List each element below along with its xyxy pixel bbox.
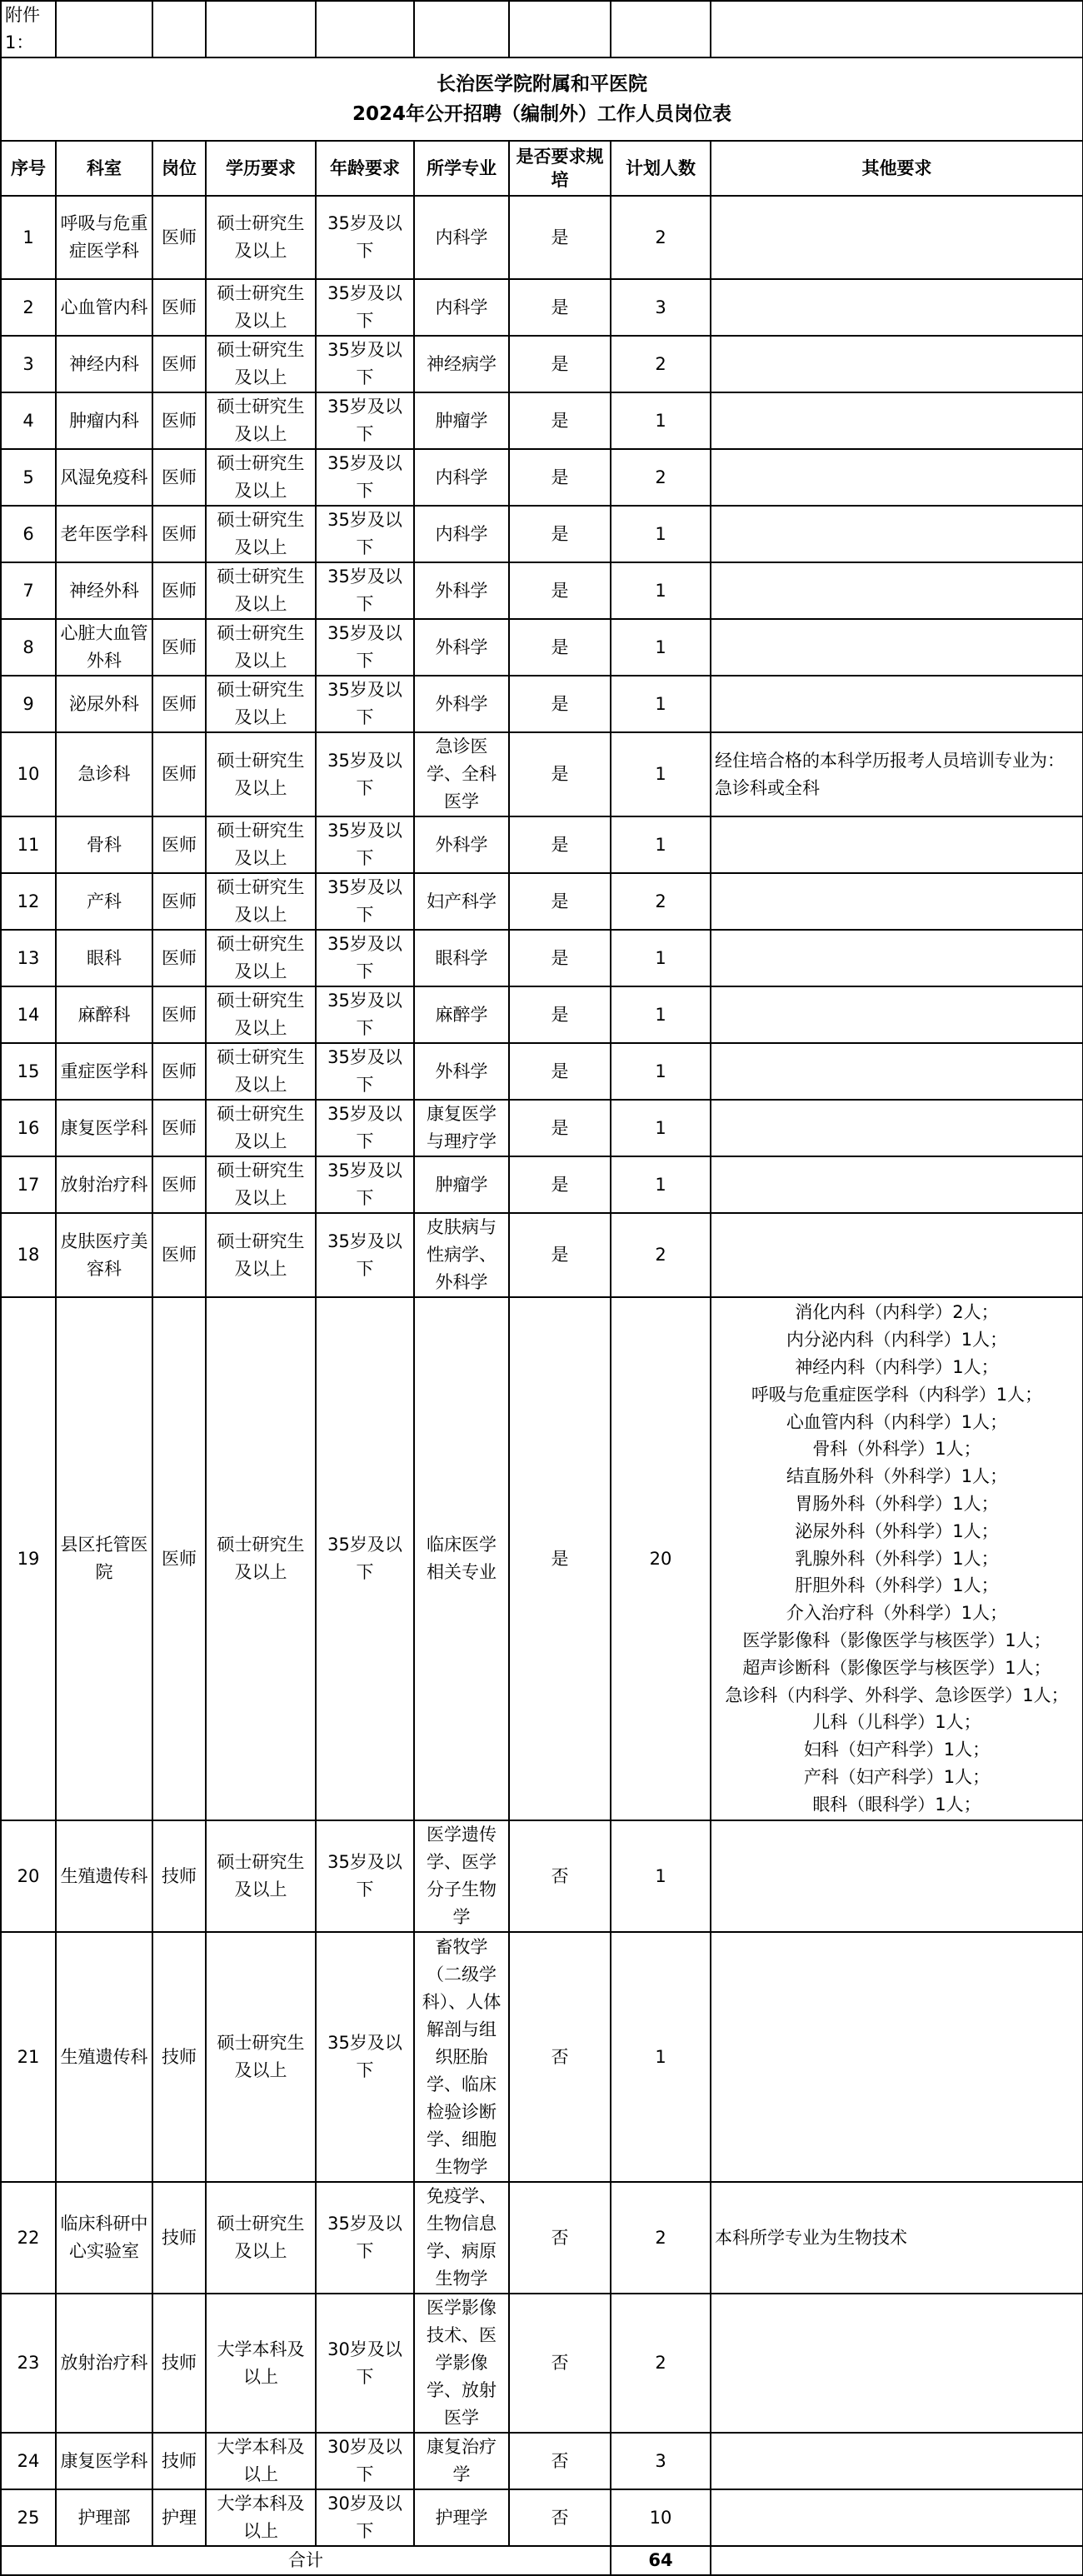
cell-age: 35岁及以下 bbox=[316, 619, 414, 676]
cell-count: 1 bbox=[611, 392, 711, 449]
cell-dept: 护理部 bbox=[56, 2489, 152, 2546]
table-row bbox=[1, 1213, 1083, 1297]
cell-count: 1 bbox=[611, 732, 711, 816]
cell-count: 10 bbox=[611, 2489, 711, 2546]
note-line: 介入治疗科（外科学）1人； bbox=[786, 1603, 1008, 1624]
table-row bbox=[1, 1932, 1083, 2182]
cell-train: 是 bbox=[509, 873, 611, 930]
cell-dept: 心血管内科 bbox=[56, 279, 152, 336]
cell-edu: 硕士研究生及以上 bbox=[206, 392, 316, 449]
cell-count: 20 bbox=[611, 1297, 711, 1820]
cell-edu: 硕士研究生及以上 bbox=[206, 873, 316, 930]
cell-post: 医师 bbox=[152, 619, 206, 676]
cell-count: 1 bbox=[611, 1820, 711, 1932]
cell-age: 35岁及以下 bbox=[316, 816, 414, 873]
cell-train: 是 bbox=[509, 506, 611, 562]
cell-other bbox=[711, 392, 1083, 449]
note-line: 儿科（儿科学）1人； bbox=[812, 1712, 981, 1733]
note-line: 妇科（妇产科学）1人； bbox=[803, 1740, 991, 1760]
note-line: 肝胆外科（外科学）1人； bbox=[795, 1575, 999, 1596]
cell-count: 1 bbox=[611, 816, 711, 873]
cell-edu: 硕士研究生及以上 bbox=[206, 1043, 316, 1100]
empty-cell bbox=[611, 1, 711, 57]
cell-edu: 硕士研究生及以上 bbox=[206, 1820, 316, 1932]
cell-other bbox=[711, 1100, 1083, 1156]
cell-age: 35岁及以下 bbox=[316, 1820, 414, 1932]
cell-edu: 硕士研究生及以上 bbox=[206, 506, 316, 562]
cell-major: 外科学 bbox=[414, 1043, 509, 1100]
cell-major: 临床医学相关专业 bbox=[414, 1297, 509, 1820]
cell-count: 1 bbox=[611, 986, 711, 1043]
cell-dept: 呼吸与危重症医学科 bbox=[56, 196, 152, 279]
table-row bbox=[1, 279, 1083, 336]
cell-edu: 硕士研究生及以上 bbox=[206, 816, 316, 873]
cell-other bbox=[711, 2433, 1083, 2489]
table-row bbox=[1, 1297, 1083, 1820]
cell-no: 10 bbox=[1, 732, 56, 816]
cell-train: 是 bbox=[509, 986, 611, 1043]
note-line: 结直肠外科（外科学）1人； bbox=[786, 1466, 1008, 1487]
cell-dept: 生殖遗传科 bbox=[56, 1932, 152, 2182]
table-row bbox=[1, 816, 1083, 873]
cell-dept: 心脏大血管外科 bbox=[56, 619, 152, 676]
cell-age: 30岁及以下 bbox=[316, 2489, 414, 2546]
cell-count: 1 bbox=[611, 1100, 711, 1156]
cell-dept: 眼科 bbox=[56, 930, 152, 986]
cell-dept: 麻醉科 bbox=[56, 986, 152, 1043]
cell-age: 35岁及以下 bbox=[316, 1156, 414, 1213]
total-count: 64 bbox=[611, 2546, 711, 2575]
cell-other bbox=[711, 1156, 1083, 1213]
table-row bbox=[1, 873, 1083, 930]
cell-edu: 硕士研究生及以上 bbox=[206, 1213, 316, 1297]
cell-major: 外科学 bbox=[414, 816, 509, 873]
cell-train: 是 bbox=[509, 619, 611, 676]
cell-dept: 泌尿外科 bbox=[56, 676, 152, 732]
cell-post: 医师 bbox=[152, 449, 206, 506]
cell-dept: 生殖遗传科 bbox=[56, 1820, 152, 1932]
cell-dept: 皮肤医疗美容科 bbox=[56, 1213, 152, 1297]
cell-major: 麻醉学 bbox=[414, 986, 509, 1043]
cell-age: 35岁及以下 bbox=[316, 1213, 414, 1297]
cell-major: 护理学 bbox=[414, 2489, 509, 2546]
header-other: 其他要求 bbox=[711, 141, 1083, 196]
cell-other bbox=[711, 506, 1083, 562]
table-row bbox=[1, 506, 1083, 562]
cell-age: 35岁及以下 bbox=[316, 732, 414, 816]
cell-major: 肿瘤学 bbox=[414, 1156, 509, 1213]
cell-edu: 硕士研究生及以上 bbox=[206, 676, 316, 732]
title-line-1: 长治医学院附属和平医院 bbox=[437, 73, 647, 95]
cell-post: 医师 bbox=[152, 1297, 206, 1820]
cell-no: 13 bbox=[1, 930, 56, 986]
empty-cell bbox=[56, 1, 152, 57]
cell-age: 30岁及以下 bbox=[316, 2433, 414, 2489]
cell-age: 35岁及以下 bbox=[316, 196, 414, 279]
note-line: 呼吸与危重症医学科（内科学）1人； bbox=[751, 1384, 1043, 1405]
cell-age: 30岁及以下 bbox=[316, 2294, 414, 2433]
cell-train: 是 bbox=[509, 1297, 611, 1820]
cell-count: 2 bbox=[611, 873, 711, 930]
cell-other bbox=[711, 336, 1083, 392]
cell-other bbox=[711, 1043, 1083, 1100]
cell-dept: 重症医学科 bbox=[56, 1043, 152, 1100]
cell-count: 2 bbox=[611, 2182, 711, 2294]
table-row bbox=[1, 1156, 1083, 1213]
cell-no: 6 bbox=[1, 506, 56, 562]
cell-age: 35岁及以下 bbox=[316, 279, 414, 336]
empty-cell bbox=[711, 1, 1083, 57]
cell-post: 医师 bbox=[152, 816, 206, 873]
cell-edu: 硕士研究生及以上 bbox=[206, 930, 316, 986]
cell-other bbox=[711, 1213, 1083, 1297]
header-age: 年龄要求 bbox=[316, 141, 414, 196]
cell-train: 否 bbox=[509, 2294, 611, 2433]
cell-no: 21 bbox=[1, 1932, 56, 2182]
cell-post: 医师 bbox=[152, 676, 206, 732]
cell-count: 1 bbox=[611, 506, 711, 562]
cell-other bbox=[711, 279, 1083, 336]
cell-other bbox=[711, 986, 1083, 1043]
cell-major: 肿瘤学 bbox=[414, 392, 509, 449]
cell-post: 医师 bbox=[152, 279, 206, 336]
cell-train: 是 bbox=[509, 676, 611, 732]
cell-train: 是 bbox=[509, 1213, 611, 1297]
table-row bbox=[1, 2294, 1083, 2433]
cell-dept: 康复医学科 bbox=[56, 1100, 152, 1156]
cell-train: 是 bbox=[509, 196, 611, 279]
cell-major: 外科学 bbox=[414, 676, 509, 732]
cell-post: 技师 bbox=[152, 2294, 206, 2433]
cell-major: 康复治疗学 bbox=[414, 2433, 509, 2489]
cell-train: 是 bbox=[509, 279, 611, 336]
cell-other bbox=[711, 930, 1083, 986]
cell-no: 23 bbox=[1, 2294, 56, 2433]
cell-train: 否 bbox=[509, 1820, 611, 1932]
table-row bbox=[1, 930, 1083, 986]
cell-dept: 神经外科 bbox=[56, 562, 152, 619]
cell-major: 内科学 bbox=[414, 506, 509, 562]
annex-label: 附件1： bbox=[1, 1, 56, 57]
cell-count: 2 bbox=[611, 1213, 711, 1297]
cell-edu: 硕士研究生及以上 bbox=[206, 336, 316, 392]
note-line: 胃肠外科（外科学）1人； bbox=[795, 1494, 999, 1514]
empty-cell bbox=[414, 1, 509, 57]
cell-count: 3 bbox=[611, 279, 711, 336]
note-line: 产科（妇产科学）1人； bbox=[803, 1766, 991, 1787]
cell-other bbox=[711, 1820, 1083, 1932]
cell-no: 7 bbox=[1, 562, 56, 619]
cell-post: 医师 bbox=[152, 506, 206, 562]
cell-count: 1 bbox=[611, 930, 711, 986]
cell-post: 医师 bbox=[152, 873, 206, 930]
cell-post: 医师 bbox=[152, 1043, 206, 1100]
table-row bbox=[1, 1820, 1083, 1932]
cell-other bbox=[711, 1297, 1083, 1820]
note-line: 骨科（外科学）1人； bbox=[812, 1439, 981, 1460]
cell-count: 2 bbox=[611, 449, 711, 506]
cell-train: 否 bbox=[509, 2489, 611, 2546]
cell-count: 1 bbox=[611, 1043, 711, 1100]
cell-major: 皮肤病与性病学、外科学 bbox=[414, 1213, 509, 1297]
cell-post: 医师 bbox=[152, 986, 206, 1043]
cell-count: 1 bbox=[611, 1156, 711, 1213]
cell-major: 医学遗传学、医学分子生物学 bbox=[414, 1820, 509, 1932]
cell-major: 内科学 bbox=[414, 196, 509, 279]
table-row bbox=[1, 336, 1083, 392]
cell-no: 16 bbox=[1, 1100, 56, 1156]
cell-edu: 大学本科及以上 bbox=[206, 2433, 316, 2489]
cell-no: 20 bbox=[1, 1820, 56, 1932]
cell-other bbox=[711, 816, 1083, 873]
table-row bbox=[1, 562, 1083, 619]
cell-age: 35岁及以下 bbox=[316, 1043, 414, 1100]
cell-count: 3 bbox=[611, 2433, 711, 2489]
cell-edu: 硕士研究生及以上 bbox=[206, 1100, 316, 1156]
cell-other: 本科所学专业为生物技术 bbox=[711, 2182, 1083, 2294]
cell-no: 12 bbox=[1, 873, 56, 930]
cell-train: 是 bbox=[509, 392, 611, 449]
annex-row bbox=[1, 1, 1083, 57]
cell-major: 神经病学 bbox=[414, 336, 509, 392]
cell-no: 17 bbox=[1, 1156, 56, 1213]
cell-age: 35岁及以下 bbox=[316, 392, 414, 449]
cell-train: 是 bbox=[509, 562, 611, 619]
cell-major: 内科学 bbox=[414, 449, 509, 506]
total-label: 合计 bbox=[1, 2546, 611, 2575]
cell-train: 是 bbox=[509, 336, 611, 392]
cell-post: 技师 bbox=[152, 2182, 206, 2294]
cell-edu: 硕士研究生及以上 bbox=[206, 986, 316, 1043]
cell-no: 4 bbox=[1, 392, 56, 449]
cell-other bbox=[711, 2294, 1083, 2433]
cell-train: 是 bbox=[509, 1043, 611, 1100]
cell-age: 35岁及以下 bbox=[316, 1297, 414, 1820]
header-no: 序号 bbox=[1, 141, 56, 196]
cell-post: 护理 bbox=[152, 2489, 206, 2546]
cell-edu: 硕士研究生及以上 bbox=[206, 1156, 316, 1213]
table-row bbox=[1, 2489, 1083, 2546]
note-line: 消化内科（内科学）2人； bbox=[795, 1302, 999, 1323]
cell-dept: 急诊科 bbox=[56, 732, 152, 816]
table-row bbox=[1, 2433, 1083, 2489]
table-row bbox=[1, 2182, 1083, 2294]
cell-dept: 康复医学科 bbox=[56, 2433, 152, 2489]
cell-other bbox=[711, 2489, 1083, 2546]
cell-count: 2 bbox=[611, 2294, 711, 2433]
table-row bbox=[1, 392, 1083, 449]
cell-no: 8 bbox=[1, 619, 56, 676]
table-row bbox=[1, 619, 1083, 676]
cell-train: 否 bbox=[509, 2182, 611, 2294]
cell-edu: 硕士研究生及以上 bbox=[206, 196, 316, 279]
cell-dept: 放射治疗科 bbox=[56, 2294, 152, 2433]
cell-post: 医师 bbox=[152, 930, 206, 986]
cell-age: 35岁及以下 bbox=[316, 930, 414, 986]
cell-no: 22 bbox=[1, 2182, 56, 2294]
cell-count: 1 bbox=[611, 676, 711, 732]
cell-edu: 硕士研究生及以上 bbox=[206, 1297, 316, 1820]
cell-no: 14 bbox=[1, 986, 56, 1043]
cell-no: 5 bbox=[1, 449, 56, 506]
cell-post: 医师 bbox=[152, 336, 206, 392]
table-row bbox=[1, 196, 1083, 279]
header-train: 是否要求规培 bbox=[509, 141, 611, 196]
cell-age: 35岁及以下 bbox=[316, 676, 414, 732]
note-line: 医学影像科（影像医学与核医学）1人； bbox=[742, 1630, 1051, 1650]
cell-post: 技师 bbox=[152, 1932, 206, 2182]
cell-other bbox=[711, 676, 1083, 732]
empty-cell bbox=[316, 1, 414, 57]
cell-count: 2 bbox=[611, 336, 711, 392]
cell-major: 外科学 bbox=[414, 619, 509, 676]
note-line: 心血管内科（内科学）1人； bbox=[786, 1411, 1008, 1432]
cell-train: 否 bbox=[509, 1932, 611, 2182]
table-row bbox=[1, 449, 1083, 506]
total-row bbox=[1, 2546, 1083, 2575]
header-edu: 学历要求 bbox=[206, 141, 316, 196]
cell-edu: 大学本科及以上 bbox=[206, 2489, 316, 2546]
cell-other bbox=[711, 1932, 1083, 2182]
cell-dept: 骨科 bbox=[56, 816, 152, 873]
header-major: 所学专业 bbox=[414, 141, 509, 196]
cell-dept: 肿瘤内科 bbox=[56, 392, 152, 449]
cell-dept: 产科 bbox=[56, 873, 152, 930]
table-row bbox=[1, 1043, 1083, 1100]
cell-post: 医师 bbox=[152, 1213, 206, 1297]
header-dept: 科室 bbox=[56, 141, 152, 196]
header-count: 计划人数 bbox=[611, 141, 711, 196]
cell-major: 急诊医学、全科医学 bbox=[414, 732, 509, 816]
cell-major: 内科学 bbox=[414, 279, 509, 336]
title-row bbox=[1, 57, 1083, 141]
table-row bbox=[1, 732, 1083, 816]
cell-no: 24 bbox=[1, 2433, 56, 2489]
cell-dept: 县区托管医院 bbox=[56, 1297, 152, 1820]
cell-dept: 放射治疗科 bbox=[56, 1156, 152, 1213]
note-line: 乳腺外科（外科学）1人； bbox=[795, 1548, 999, 1569]
cell-no: 19 bbox=[1, 1297, 56, 1820]
cell-post: 医师 bbox=[152, 1100, 206, 1156]
note-line: 神经内科（内科学）1人； bbox=[795, 1357, 999, 1378]
cell-dept: 老年医学科 bbox=[56, 506, 152, 562]
cell-edu: 硕士研究生及以上 bbox=[206, 1932, 316, 2182]
cell-other bbox=[711, 449, 1083, 506]
title-line-2: 2024年公开招聘（编制外）工作人员岗位表 bbox=[352, 103, 731, 125]
cell-age: 35岁及以下 bbox=[316, 562, 414, 619]
cell-age: 35岁及以下 bbox=[316, 873, 414, 930]
cell-age: 35岁及以下 bbox=[316, 1932, 414, 2182]
cell-age: 35岁及以下 bbox=[316, 1100, 414, 1156]
cell-other bbox=[711, 619, 1083, 676]
note-line: 急诊科（内科学、外科学、急诊医学）1人； bbox=[725, 1685, 1069, 1705]
cell-train: 是 bbox=[509, 930, 611, 986]
cell-train: 是 bbox=[509, 1100, 611, 1156]
cell-no: 25 bbox=[1, 2489, 56, 2546]
cell-post: 技师 bbox=[152, 1820, 206, 1932]
cell-train: 是 bbox=[509, 1156, 611, 1213]
cell-dept: 风湿免疫科 bbox=[56, 449, 152, 506]
table-row bbox=[1, 986, 1083, 1043]
cell-age: 35岁及以下 bbox=[316, 2182, 414, 2294]
table-title bbox=[1, 57, 1083, 141]
cell-edu: 硕士研究生及以上 bbox=[206, 2182, 316, 2294]
cell-major: 畜牧学（二级学科）、人体解剖与组织胚胎学、临床检验诊断学、细胞生物学 bbox=[414, 1932, 509, 2182]
cell-train: 是 bbox=[509, 449, 611, 506]
cell-post: 医师 bbox=[152, 562, 206, 619]
cell-major: 免疫学、生物信息学、病原生物学 bbox=[414, 2182, 509, 2294]
table-row bbox=[1, 1100, 1083, 1156]
cell-other bbox=[711, 562, 1083, 619]
note-line: 泌尿外科（外科学）1人； bbox=[795, 1520, 999, 1541]
cell-count: 1 bbox=[611, 562, 711, 619]
cell-dept: 神经内科 bbox=[56, 336, 152, 392]
empty-cell bbox=[509, 1, 611, 57]
cell-age: 35岁及以下 bbox=[316, 986, 414, 1043]
cell-no: 18 bbox=[1, 1213, 56, 1297]
cell-post: 医师 bbox=[152, 196, 206, 279]
cell-no: 1 bbox=[1, 196, 56, 279]
cell-edu: 硕士研究生及以上 bbox=[206, 732, 316, 816]
cell-other bbox=[711, 196, 1083, 279]
cell-post: 技师 bbox=[152, 2433, 206, 2489]
cell-no: 2 bbox=[1, 279, 56, 336]
cell-edu: 硕士研究生及以上 bbox=[206, 562, 316, 619]
cell-major: 医学影像技术、医学影像学、放射医学 bbox=[414, 2294, 509, 2433]
cell-post: 医师 bbox=[152, 1156, 206, 1213]
cell-dept: 临床科研中心实验室 bbox=[56, 2182, 152, 2294]
cell-major: 外科学 bbox=[414, 562, 509, 619]
cell-edu: 大学本科及以上 bbox=[206, 2294, 316, 2433]
cell-count: 1 bbox=[611, 619, 711, 676]
cell-post: 医师 bbox=[152, 732, 206, 816]
cell-train: 是 bbox=[509, 816, 611, 873]
header-post: 岗位 bbox=[152, 141, 206, 196]
cell-no: 15 bbox=[1, 1043, 56, 1100]
cell-train: 是 bbox=[509, 732, 611, 816]
table-row bbox=[1, 676, 1083, 732]
cell-no: 9 bbox=[1, 676, 56, 732]
cell-other bbox=[711, 873, 1083, 930]
cell-age: 35岁及以下 bbox=[316, 506, 414, 562]
cell-train: 否 bbox=[509, 2433, 611, 2489]
cell-no: 11 bbox=[1, 816, 56, 873]
empty-cell bbox=[206, 1, 316, 57]
cell-major: 眼科学 bbox=[414, 930, 509, 986]
note-line: 超声诊断科（影像医学与核医学）1人； bbox=[742, 1657, 1051, 1678]
note-line: 眼科（眼科学）1人； bbox=[812, 1794, 981, 1815]
cell-count: 2 bbox=[611, 196, 711, 279]
cell-age: 35岁及以下 bbox=[316, 336, 414, 392]
cell-edu: 硕士研究生及以上 bbox=[206, 449, 316, 506]
cell-count: 1 bbox=[611, 1932, 711, 2182]
empty-cell bbox=[711, 2546, 1083, 2575]
cell-edu: 硕士研究生及以上 bbox=[206, 279, 316, 336]
header-row bbox=[1, 141, 1083, 196]
note-line: 内分泌内科（内科学）1人； bbox=[786, 1330, 1008, 1350]
cell-major: 康复医学与理疗学 bbox=[414, 1100, 509, 1156]
empty-cell bbox=[152, 1, 206, 57]
cell-other: 经住培合格的本科学历报考人员培训专业为：急诊科或全科 bbox=[711, 732, 1083, 816]
cell-post: 医师 bbox=[152, 392, 206, 449]
cell-major: 妇产科学 bbox=[414, 873, 509, 930]
cell-edu: 硕士研究生及以上 bbox=[206, 619, 316, 676]
cell-no: 3 bbox=[1, 336, 56, 392]
cell-age: 35岁及以下 bbox=[316, 449, 414, 506]
